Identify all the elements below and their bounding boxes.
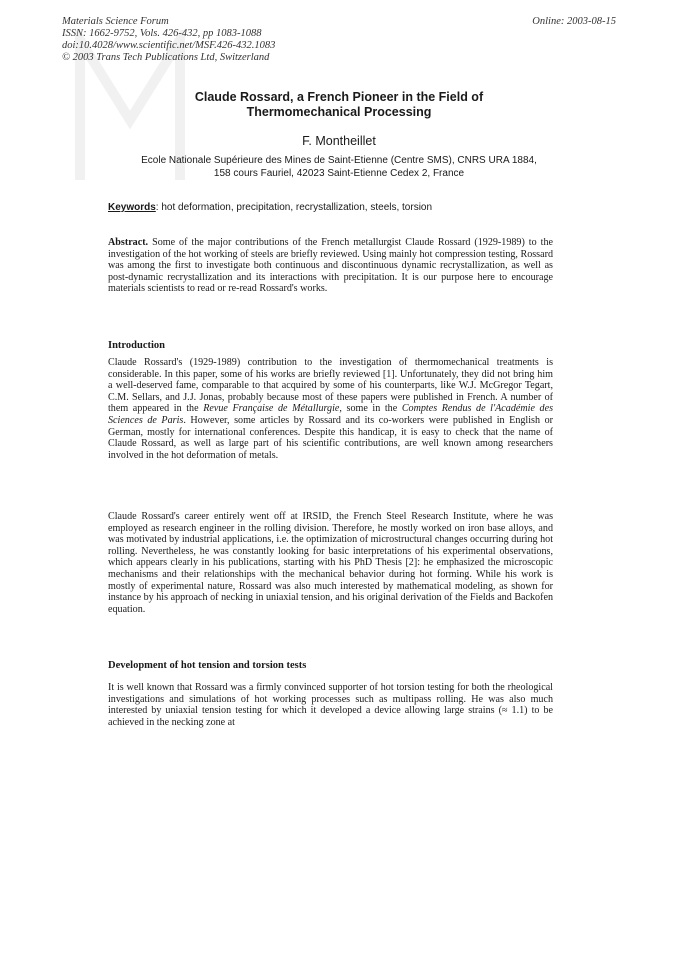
journal-ref-1: Revue Française de Métallurgie — [203, 403, 340, 415]
keywords: Keywords: hot deformation, precipitation, recrystallization, steels, torsion — [108, 202, 433, 213]
paper-title-line-2: Thermomechanical Processing — [246, 105, 432, 119]
intro-text-a: Claude Rossard's (1929-1989) contribution to the investigation of thermomechanical treatments is considerable. In this paper, some of his works are briefly reviewed [1]. Unfortunately, they did not bring him a well-deserved fame, comparable to that acquired by some of his counterparts, like W.J. McGregor Tegart, C.M. Sellars, and J.J. Jonas, probably because most of these papers were published in French. A number of them appeared in the — [108, 357, 553, 415]
development-paragraph-1-text: It is well known that Rossard was a firmly convinced supporter of hot torsion testing for both the rheological investigations and simulations of hot working processes such as multipass rolling. He was also much interested by uniaxial tension testing for which it developed a device allowing large strains (≈ 1.1) to be achieved in the necking zone at — [108, 682, 553, 728]
affiliation-line-1: Ecole Nationale Supérieure des Mines de Saint-Etienne (Centre SMS), CNRS URA 1884, — [141, 155, 537, 166]
paper-title — [0, 90, 678, 120]
keywords-text: hot deformation, precipitation, recrystallization, steels, torsion — [161, 202, 433, 213]
keywords-label: Keywords — [108, 202, 156, 213]
journal-name: Materials Science Forum — [62, 16, 169, 27]
intro-text-b: , some in the — [339, 403, 398, 415]
abstract-label: Abstract. — [108, 237, 149, 248]
doi-line: doi:10.4028/www.scientific.net/MSF.426-432.1083 — [62, 40, 276, 51]
affiliation — [0, 155, 678, 180]
journal-ref-2: Comptes Rendus de l'Académie des Sciences de Paris — [108, 403, 553, 426]
online-date: Online: 2003-08-15 — [532, 16, 616, 27]
intro-text-c: . However, some articles by Rossard and its co-workers were published in English or German, mostly for international conferences. Despite this handicap, it is easy to check that the name of Claude Rossard, as well as large part of his scientific contributions, are well known among researchers involved in the hot deformation of metals. — [108, 414, 553, 461]
paper-title-line-1: Claude Rossard, a French Pioneer in the Field of — [194, 90, 484, 104]
author-name: F. Montheillet — [302, 134, 376, 148]
copyright-line: © 2003 Trans Tech Publications Ltd, Switzerland — [62, 52, 270, 63]
section-heading-introduction: Introduction — [108, 340, 165, 351]
section-heading-development: Development of hot tension and torsion tests — [108, 660, 307, 671]
journal-header — [62, 16, 275, 64]
issn-line: ISSN: 1662-9752, Vols. 426-432, pp 1083-1088 — [62, 28, 262, 39]
abstract — [108, 237, 553, 295]
development-paragraph-1 — [108, 682, 553, 728]
introduction-paragraph-2 — [108, 511, 553, 615]
affiliation-line-2: 158 cours Fauriel, 42023 Saint-Etienne Cedex 2, France — [213, 167, 465, 179]
intro-paragraph-2-text: Claude Rossard's career entirely went off at IRSID, the French Steel Research Institute, where he was employed as research engineer in the rolling division. Therefore, he mostly worked on iron base alloys, and was motivated by industrial applications, i.e. the optimization of microstructural changes occurring during hot rolling. Nevertheless, he was constantly looking for basic interpretations of his experimental observations, which appears clearly in his publications, starting with his PhD Thesis [2]: he emphasized the microscopic mechanisms and their relationships with the mechanical behavior during hot forming. While his work is mostly of experimental nature, Rossard was also much interested by mathematical modeling, as shown for instance by his approach of necking in uniaxial tension, and his original derivation of the Fields and Backofen equation. — [108, 511, 553, 615]
introduction-paragraph-1 — [108, 357, 553, 461]
abstract-text: Some of the major contributions of the French metallurgist Claude Rossard (1929-1989) to the investigation of the hot working of steels are briefly reviewed. Using mainly hot compression testing, Rossard was among the first to investigate both continuous and discontinuous dynamic recrystallization, as well as post-dynamic recrystallization and its interactions with precipitation. It is our purpose here to encourage materials scientists to read or re-read Rossard's works. — [108, 237, 553, 295]
